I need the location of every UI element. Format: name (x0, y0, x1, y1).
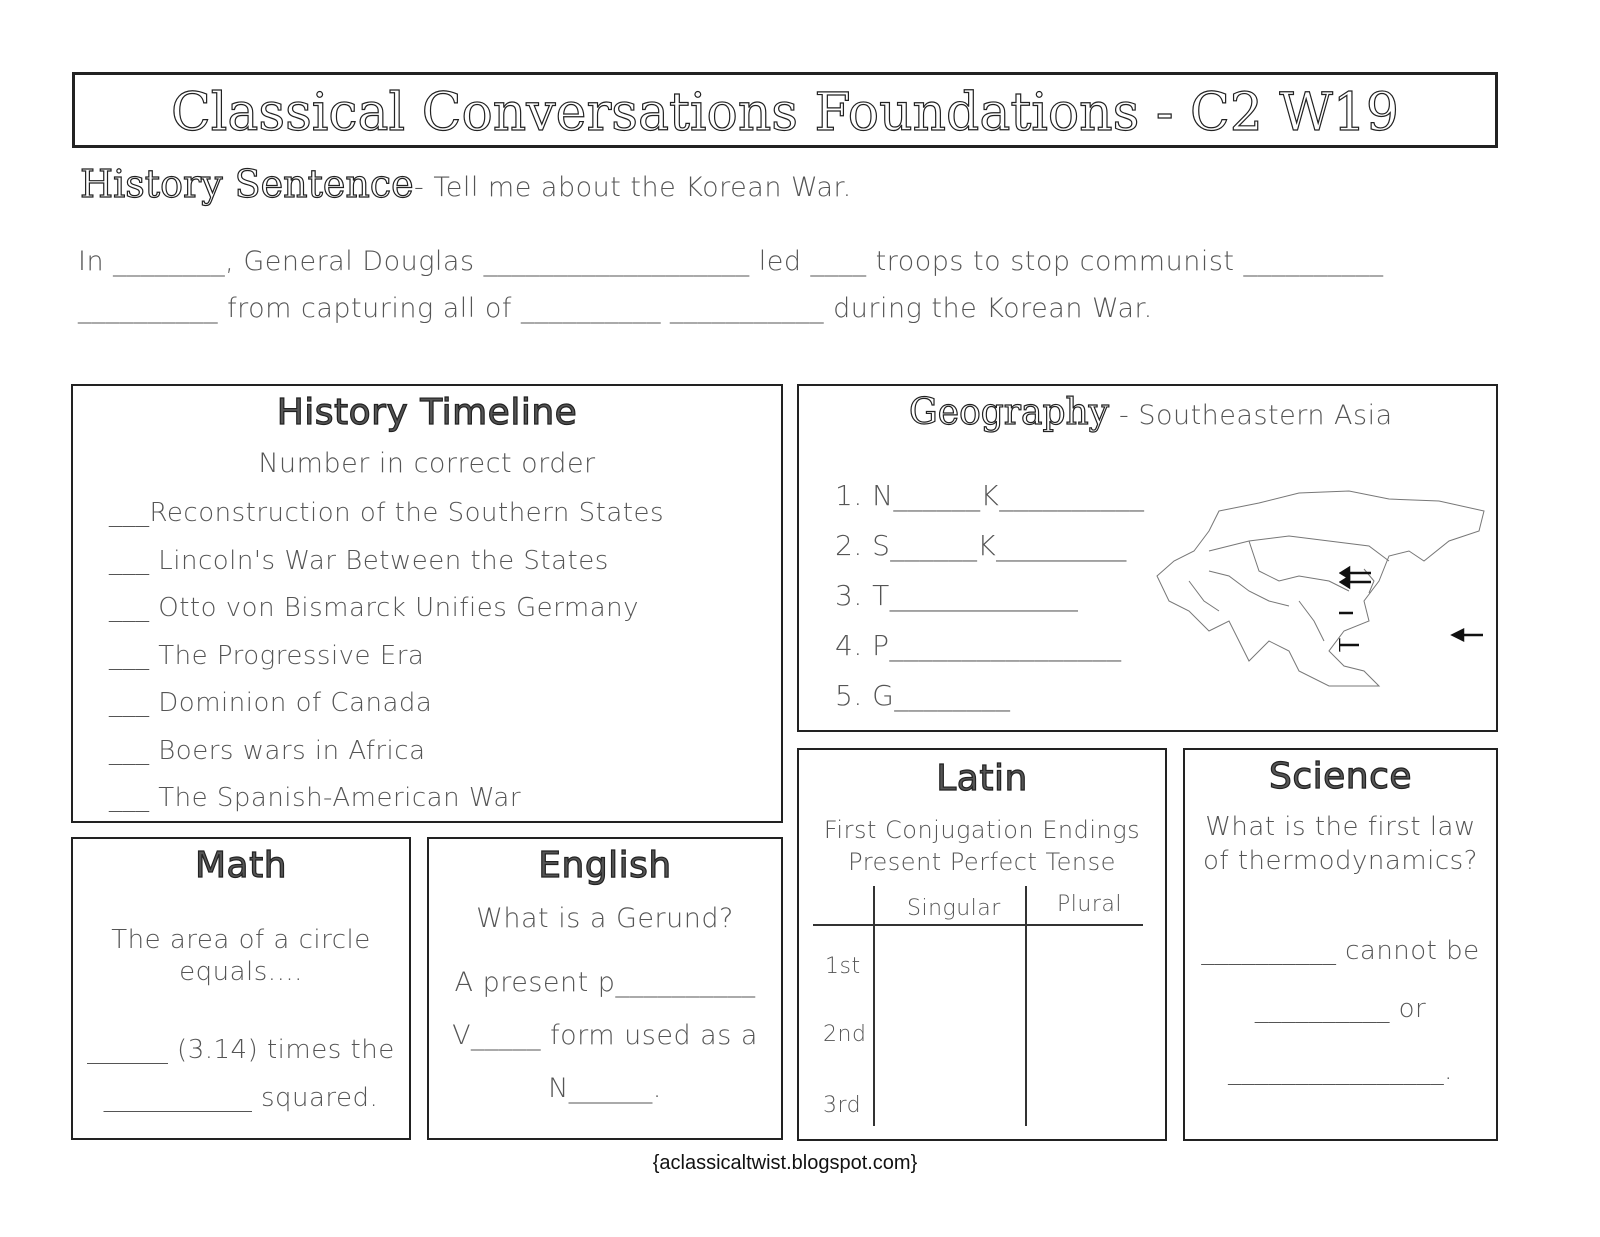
timeline-item: ___ Otto von Bismarck Unifies Germany (109, 593, 640, 623)
geography-subtitle: - Southeastern Asia (1119, 400, 1393, 431)
science-box (1183, 748, 1498, 1141)
english-heading: English (538, 845, 672, 886)
english-box (427, 837, 783, 1140)
science-line-1: __________ cannot be (1201, 936, 1480, 966)
page-title: Classical Conversations Foundations - C2 W19 (171, 83, 1399, 143)
latin-table-header-line (813, 924, 1143, 926)
science-question-2: of thermodynamics? (1203, 846, 1478, 876)
english-line-2: V_____ form used as a (452, 1020, 758, 1051)
latin-col-plural: Plural (1057, 892, 1122, 917)
title-box (72, 72, 1498, 148)
timeline-item: ___ Dominion of Canada (109, 688, 433, 718)
latin-table-divider (1025, 886, 1027, 1126)
latin-row-2nd: 2nd (823, 1022, 867, 1047)
geography-item: 2. S______K_________ (835, 529, 1127, 562)
math-question-2: equals.... (179, 957, 303, 987)
latin-heading: Latin (936, 758, 1028, 799)
english-line-1: A present p__________ (454, 967, 756, 998)
geography-box (797, 384, 1498, 732)
geography-item: 3. T_____________ (835, 579, 1079, 612)
english-question: What is a Gerund? (476, 903, 734, 934)
history-sentence-line-2: __________ from capturing all of __________ ___________ during the Korean War. (78, 293, 1153, 324)
math-line-2: ___________ squared. (103, 1083, 379, 1113)
science-line-2: __________ or (1254, 994, 1427, 1024)
latin-col-singular: Singular (907, 896, 1001, 921)
footer-credit: {aclassicaltwist.blogspot.com} (652, 1152, 918, 1174)
timeline-item: ___Reconstruction of the Southern States (109, 498, 665, 528)
history-sentence-prompt: - Tell me about the Korean War. (414, 172, 852, 203)
history-timeline-box (71, 384, 783, 823)
history-sentence-heading: History Sentence (80, 162, 414, 206)
timeline-item: ___ The Progressive Era (109, 640, 425, 671)
math-heading: Math (194, 845, 288, 886)
math-question-1: The area of a circle (111, 925, 371, 955)
latin-row-3rd: 3rd (823, 1093, 862, 1118)
timeline-item: ___ Lincoln's War Between the States (109, 545, 609, 576)
arrows (1339, 556, 1499, 656)
geography-item: 1. N______K__________ (835, 479, 1145, 512)
science-heading: Science (1268, 756, 1413, 797)
arrow-icon (1341, 577, 1349, 587)
timeline-item: ___ Boers wars in Africa (109, 735, 426, 766)
latin-box (797, 748, 1167, 1141)
latin-subtitle-2: Present Perfect Tense (848, 848, 1116, 876)
science-line-3: ________________. (1228, 1056, 1453, 1086)
timeline-heading: History Timeline (276, 392, 578, 433)
timeline-item: ___ The Spanish-American War (109, 783, 522, 813)
math-box (71, 837, 411, 1140)
science-question-1: What is the first law (1205, 812, 1476, 842)
geography-item: 4. P________________ (835, 629, 1122, 662)
geography-heading: Geography (909, 392, 1110, 433)
arrow-icon (1453, 630, 1463, 640)
history-sentence-line-1: In ________, General Douglas ___________________ led ____ troops to stop communist __________ (78, 246, 1384, 277)
geography-item: 5. G________ (835, 679, 1011, 712)
latin-row-1st: 1st (825, 954, 861, 979)
math-line-1: ______ (3.14) times the (87, 1035, 395, 1065)
timeline-instruction: Number in correct order (258, 448, 596, 479)
english-line-3: N______. (548, 1073, 662, 1104)
latin-subtitle-1: First Conjugation Endings (823, 816, 1141, 844)
latin-table-divider (873, 886, 875, 1126)
